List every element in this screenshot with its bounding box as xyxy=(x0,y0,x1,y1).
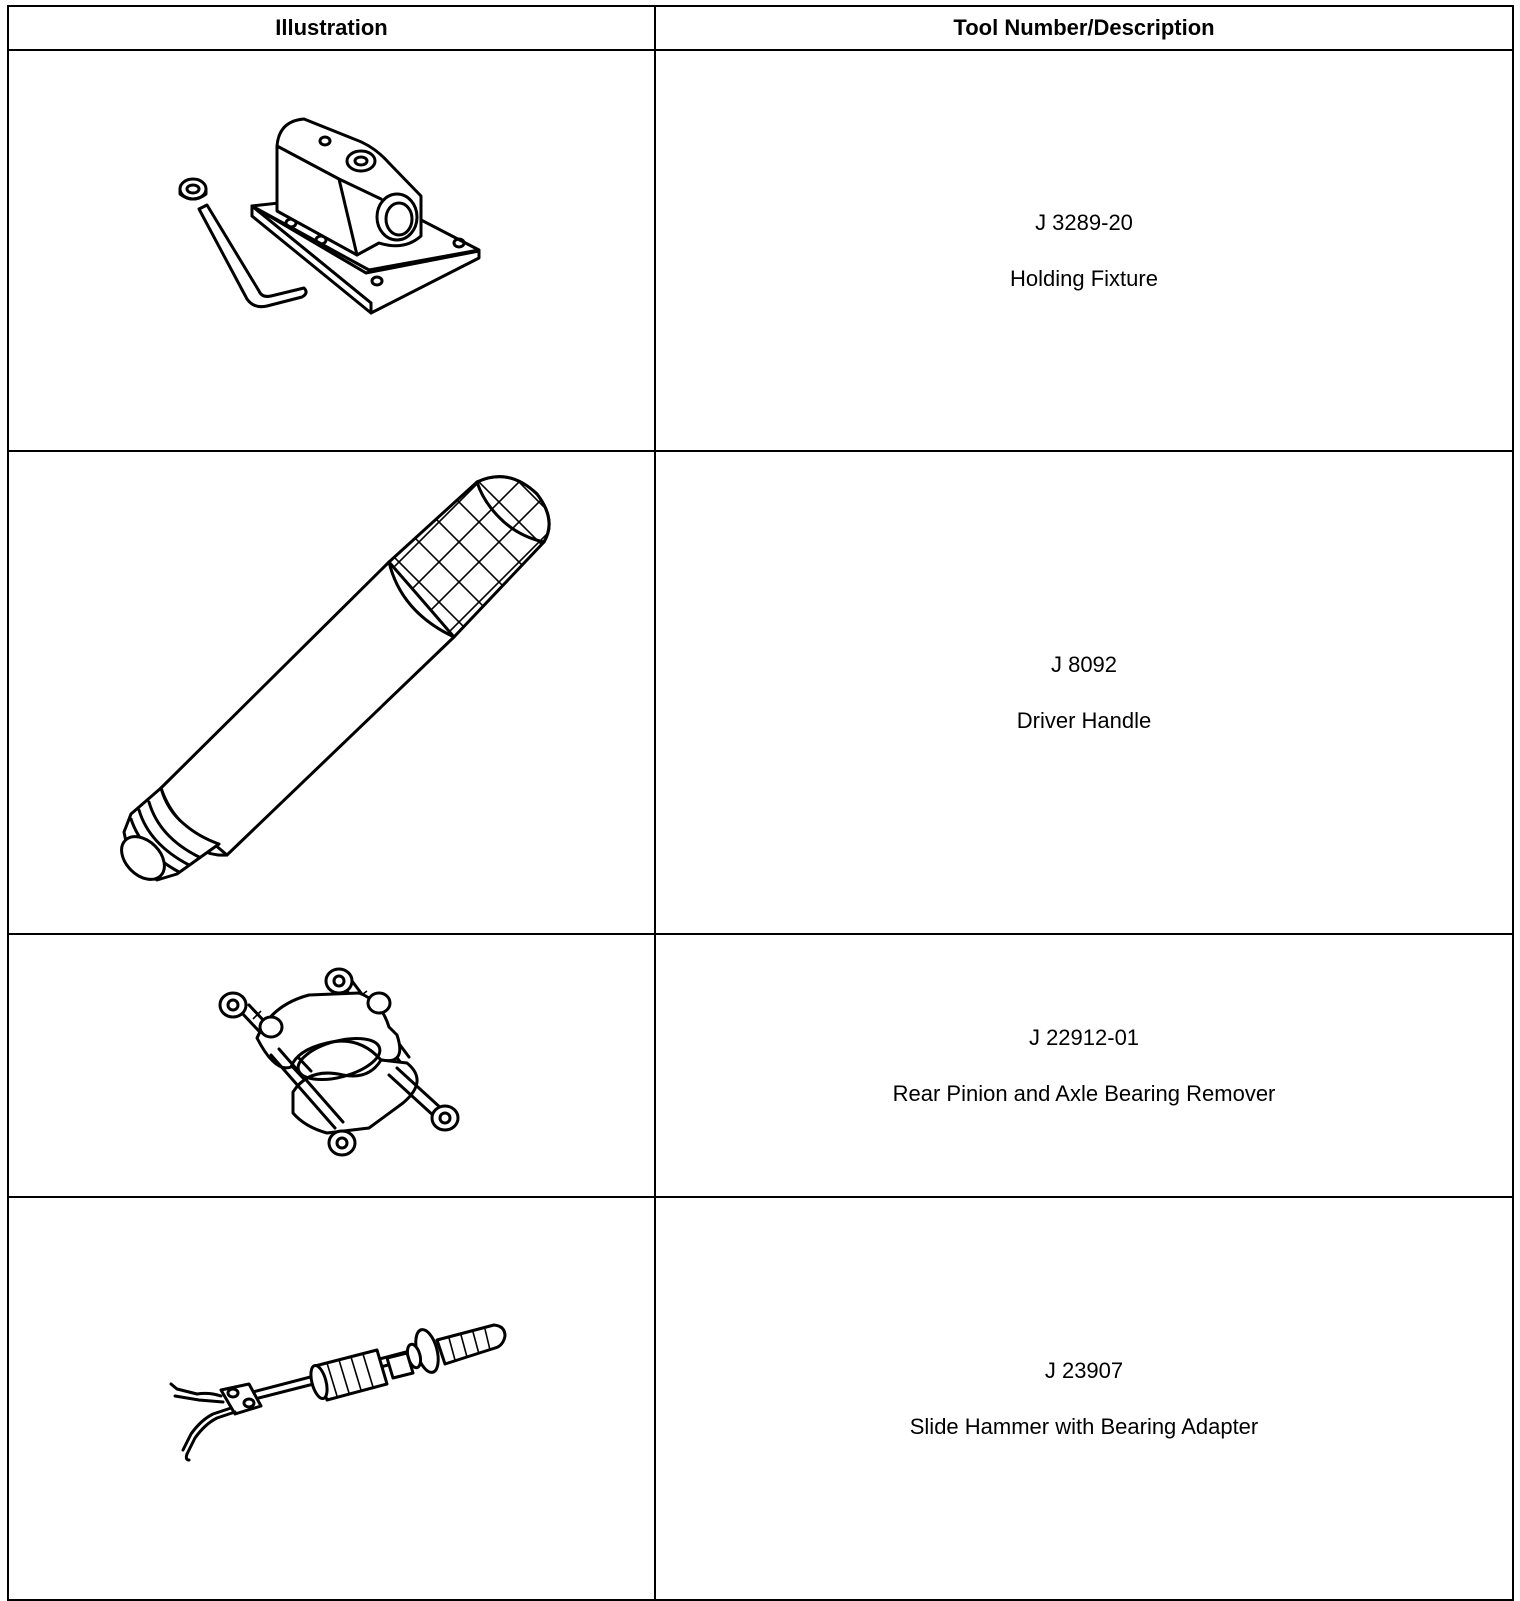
header-illustration: Illustration xyxy=(8,6,655,50)
bearing-remover-icon xyxy=(9,935,654,1196)
tool-table xyxy=(7,5,1514,1601)
description-cell xyxy=(655,451,1513,934)
tool-description: Driver Handle xyxy=(1016,707,1152,733)
description-cell xyxy=(655,1197,1513,1600)
tool-number: J 23907 xyxy=(1044,1357,1124,1383)
header-row xyxy=(8,6,1513,50)
illustration-cell xyxy=(8,934,655,1197)
tool-number: J 3289-20 xyxy=(1035,209,1133,235)
header-tool-description: Tool Number/Description xyxy=(655,6,1513,50)
table-row xyxy=(8,50,1513,451)
tool-number: J 22912-01 xyxy=(1028,1024,1140,1050)
description-cell xyxy=(655,934,1513,1197)
tool-number: J 8092 xyxy=(1050,651,1118,677)
table-row xyxy=(8,1197,1513,1600)
tool-description: Slide Hammer with Bearing Adapter xyxy=(909,1413,1259,1439)
holding-fixture-icon xyxy=(9,51,654,450)
tool-description: Rear Pinion and Axle Bearing Remover xyxy=(892,1080,1276,1106)
table-row xyxy=(8,934,1513,1197)
table-row xyxy=(8,451,1513,934)
illustration-cell xyxy=(8,50,655,451)
illustration-cell xyxy=(8,1197,655,1600)
description-cell xyxy=(655,50,1513,451)
illustration-cell xyxy=(8,451,655,934)
driver-handle-icon xyxy=(9,452,654,933)
slide-hammer-icon xyxy=(9,1198,654,1599)
tool-description: Holding Fixture xyxy=(1010,265,1158,291)
